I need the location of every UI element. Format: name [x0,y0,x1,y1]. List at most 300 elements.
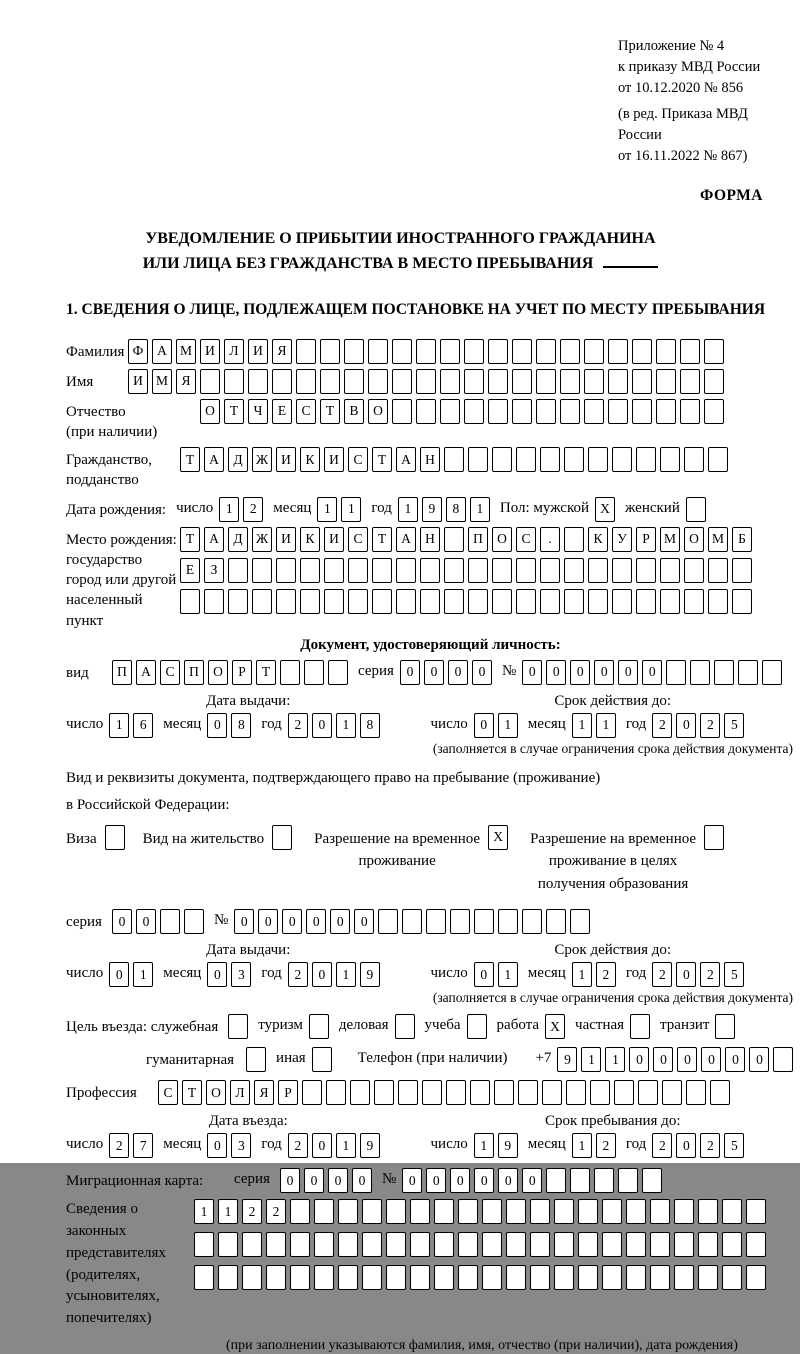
char-cell[interactable]: 1 [194,1199,214,1224]
char-cell[interactable]: 0 [653,1047,673,1072]
char-cell[interactable] [392,369,412,394]
char-cell[interactable]: К [300,527,320,552]
char-cell[interactable] [242,1232,262,1257]
char-cell[interactable] [218,1232,238,1257]
work-checkbox[interactable]: X [545,1014,565,1039]
char-cell[interactable]: 1 [317,497,337,522]
char-cell[interactable] [560,339,580,364]
char-cell[interactable]: 5 [724,713,744,738]
char-cell[interactable] [566,1080,586,1105]
char-cell[interactable] [420,589,440,614]
char-cell[interactable]: 2 [242,1199,262,1224]
char-cell[interactable] [228,589,248,614]
char-cell[interactable]: И [324,447,344,472]
char-cell[interactable]: А [136,660,156,685]
char-cell[interactable] [578,1199,598,1224]
char-cell[interactable] [686,1080,706,1105]
char-cell[interactable]: С [160,660,180,685]
char-cell[interactable]: 0 [642,660,662,685]
char-cell[interactable] [444,589,464,614]
char-cell[interactable] [252,558,272,583]
char-cell[interactable] [516,558,536,583]
char-cell[interactable]: И [276,447,296,472]
char-cell[interactable]: 0 [725,1047,745,1072]
char-cell[interactable] [338,1265,358,1290]
char-cell[interactable]: М [152,369,172,394]
char-cell[interactable] [614,1080,634,1105]
char-cell[interactable]: П [468,527,488,552]
char-cell[interactable]: П [112,660,132,685]
char-cell[interactable] [690,660,710,685]
char-cell[interactable]: 1 [474,1133,494,1158]
char-cell[interactable] [584,339,604,364]
char-cell[interactable]: И [128,369,148,394]
char-cell[interactable] [482,1199,502,1224]
transit-checkbox[interactable] [715,1014,735,1039]
char-cell[interactable]: 0 [424,660,444,685]
char-cell[interactable] [540,558,560,583]
char-cell[interactable]: 0 [304,1168,324,1193]
char-cell[interactable]: Я [272,339,292,364]
char-cell[interactable]: 0 [402,1168,422,1193]
char-cell[interactable] [488,369,508,394]
char-cell[interactable]: 0 [676,713,696,738]
char-cell[interactable]: 0 [749,1047,769,1072]
char-cell[interactable] [252,589,272,614]
char-cell[interactable] [464,369,484,394]
char-cell[interactable]: О [206,1080,226,1105]
char-cell[interactable] [612,558,632,583]
char-cell[interactable] [396,589,416,614]
char-cell[interactable] [446,1080,466,1105]
char-cell[interactable] [482,1232,502,1257]
char-cell[interactable] [636,447,656,472]
char-cell[interactable] [314,1232,334,1257]
char-cell[interactable] [602,1232,622,1257]
char-cell[interactable]: О [492,527,512,552]
char-cell[interactable]: Т [224,399,244,424]
char-cell[interactable] [458,1265,478,1290]
char-cell[interactable] [468,447,488,472]
char-cell[interactable]: 0 [474,713,494,738]
char-cell[interactable] [200,369,220,394]
char-cell[interactable]: 1 [341,497,361,522]
char-cell[interactable] [650,1199,670,1224]
char-cell[interactable]: 8 [360,713,380,738]
char-cell[interactable]: З [204,558,224,583]
char-cell[interactable] [680,339,700,364]
char-cell[interactable] [714,660,734,685]
char-cell[interactable]: 1 [572,713,592,738]
humanitarian-checkbox[interactable] [246,1047,266,1072]
char-cell[interactable] [296,339,316,364]
char-cell[interactable] [348,589,368,614]
char-cell[interactable] [570,1168,590,1193]
char-cell[interactable] [362,1265,382,1290]
char-cell[interactable]: 2 [700,962,720,987]
char-cell[interactable]: Д [228,527,248,552]
char-cell[interactable]: Е [180,558,200,583]
char-cell[interactable] [542,1080,562,1105]
char-cell[interactable]: 0 [282,909,302,934]
business-checkbox[interactable] [395,1014,415,1039]
char-cell[interactable]: 1 [605,1047,625,1072]
char-cell[interactable] [434,1199,454,1224]
char-cell[interactable]: О [200,399,220,424]
char-cell[interactable] [554,1232,574,1257]
char-cell[interactable]: Т [180,447,200,472]
char-cell[interactable] [378,909,398,934]
char-cell[interactable] [272,369,292,394]
char-cell[interactable] [464,339,484,364]
char-cell[interactable] [660,447,680,472]
char-cell[interactable]: 0 [136,909,156,934]
char-cell[interactable] [636,558,656,583]
char-cell[interactable] [402,909,422,934]
char-cell[interactable]: У [612,527,632,552]
char-cell[interactable] [426,909,446,934]
char-cell[interactable]: И [324,527,344,552]
char-cell[interactable] [732,558,752,583]
char-cell[interactable] [516,589,536,614]
char-cell[interactable] [444,558,464,583]
char-cell[interactable] [218,1265,238,1290]
char-cell[interactable] [468,558,488,583]
char-cell[interactable] [296,369,316,394]
char-cell[interactable] [608,369,628,394]
char-cell[interactable]: 0 [677,1047,697,1072]
char-cell[interactable] [290,1199,310,1224]
char-cell[interactable] [420,558,440,583]
char-cell[interactable]: 9 [422,497,442,522]
char-cell[interactable] [684,447,704,472]
char-cell[interactable] [632,399,652,424]
char-cell[interactable]: Т [320,399,340,424]
char-cell[interactable]: М [660,527,680,552]
char-cell[interactable]: Е [272,399,292,424]
char-cell[interactable]: 0 [306,909,326,934]
char-cell[interactable] [368,339,388,364]
char-cell[interactable] [710,1080,730,1105]
char-cell[interactable] [762,660,782,685]
char-cell[interactable] [464,399,484,424]
char-cell[interactable] [773,1047,793,1072]
char-cell[interactable] [492,558,512,583]
char-cell[interactable]: С [348,447,368,472]
char-cell[interactable]: 8 [231,713,251,738]
char-cell[interactable]: А [204,527,224,552]
char-cell[interactable] [554,1199,574,1224]
char-cell[interactable] [588,589,608,614]
char-cell[interactable] [338,1232,358,1257]
char-cell[interactable] [328,660,348,685]
char-cell[interactable] [374,1080,394,1105]
char-cell[interactable]: 6 [133,713,153,738]
char-cell[interactable] [498,909,518,934]
char-cell[interactable] [416,339,436,364]
char-cell[interactable]: 0 [352,1168,372,1193]
char-cell[interactable] [722,1232,742,1257]
char-cell[interactable]: 1 [218,1199,238,1224]
char-cell[interactable]: 0 [450,1168,470,1193]
char-cell[interactable] [290,1232,310,1257]
char-cell[interactable] [320,339,340,364]
char-cell[interactable]: В [344,399,364,424]
char-cell[interactable] [488,399,508,424]
tourism-checkbox[interactable] [309,1014,329,1039]
char-cell[interactable] [636,589,656,614]
char-cell[interactable]: 0 [676,962,696,987]
char-cell[interactable]: 9 [360,1133,380,1158]
char-cell[interactable] [632,339,652,364]
char-cell[interactable]: Л [224,339,244,364]
char-cell[interactable]: 2 [266,1199,286,1224]
char-cell[interactable] [642,1168,662,1193]
char-cell[interactable] [564,558,584,583]
char-cell[interactable] [300,589,320,614]
char-cell[interactable] [228,558,248,583]
char-cell[interactable] [160,909,180,934]
char-cell[interactable]: 0 [312,1133,332,1158]
char-cell[interactable] [564,447,584,472]
char-cell[interactable] [320,369,340,394]
char-cell[interactable] [506,1265,526,1290]
char-cell[interactable] [546,909,566,934]
char-cell[interactable]: О [208,660,228,685]
char-cell[interactable]: С [296,399,316,424]
visa-checkbox[interactable] [105,825,125,850]
char-cell[interactable] [578,1265,598,1290]
char-cell[interactable]: 0 [400,660,420,685]
char-cell[interactable] [674,1265,694,1290]
char-cell[interactable] [518,1080,538,1105]
char-cell[interactable] [304,660,324,685]
char-cell[interactable] [516,447,536,472]
char-cell[interactable]: Т [180,527,200,552]
char-cell[interactable] [638,1080,658,1105]
char-cell[interactable] [684,589,704,614]
official-checkbox[interactable] [228,1014,248,1039]
char-cell[interactable] [660,558,680,583]
char-cell[interactable] [314,1199,334,1224]
char-cell[interactable]: 1 [133,962,153,987]
char-cell[interactable]: Р [278,1080,298,1105]
char-cell[interactable]: 0 [676,1133,696,1158]
char-cell[interactable]: Ж [252,447,272,472]
char-cell[interactable]: Д [228,447,248,472]
char-cell[interactable] [266,1232,286,1257]
char-cell[interactable]: И [200,339,220,364]
char-cell[interactable] [590,1080,610,1105]
char-cell[interactable]: 0 [207,713,227,738]
char-cell[interactable]: 3 [231,962,251,987]
char-cell[interactable]: Т [182,1080,202,1105]
edu-permit-checkbox[interactable] [704,825,724,850]
char-cell[interactable]: 0 [207,962,227,987]
char-cell[interactable]: 0 [426,1168,446,1193]
char-cell[interactable] [440,369,460,394]
char-cell[interactable] [204,589,224,614]
char-cell[interactable]: Ч [248,399,268,424]
char-cell[interactable]: 0 [629,1047,649,1072]
char-cell[interactable] [488,339,508,364]
char-cell[interactable] [276,589,296,614]
char-cell[interactable] [698,1199,718,1224]
char-cell[interactable] [506,1199,526,1224]
char-cell[interactable] [650,1232,670,1257]
char-cell[interactable] [704,399,724,424]
char-cell[interactable] [492,589,512,614]
char-cell[interactable]: 2 [288,713,308,738]
char-cell[interactable] [290,1265,310,1290]
char-cell[interactable]: К [588,527,608,552]
other-checkbox[interactable] [312,1047,332,1072]
char-cell[interactable] [512,369,532,394]
char-cell[interactable] [608,399,628,424]
char-cell[interactable]: С [348,527,368,552]
char-cell[interactable] [440,339,460,364]
sex-male-checkbox[interactable]: X [595,497,615,522]
char-cell[interactable] [392,399,412,424]
char-cell[interactable]: Л [230,1080,250,1105]
char-cell[interactable] [386,1265,406,1290]
char-cell[interactable]: 1 [572,962,592,987]
char-cell[interactable]: М [708,527,728,552]
char-cell[interactable] [410,1265,430,1290]
char-cell[interactable]: 0 [498,1168,518,1193]
char-cell[interactable]: Т [256,660,276,685]
char-cell[interactable] [708,589,728,614]
char-cell[interactable] [492,447,512,472]
char-cell[interactable]: 9 [360,962,380,987]
char-cell[interactable]: 1 [581,1047,601,1072]
char-cell[interactable]: 0 [330,909,350,934]
char-cell[interactable] [362,1199,382,1224]
char-cell[interactable]: 1 [498,713,518,738]
char-cell[interactable]: К [300,447,320,472]
char-cell[interactable] [536,369,556,394]
char-cell[interactable]: 0 [109,962,129,987]
char-cell[interactable] [362,1232,382,1257]
char-cell[interactable] [344,339,364,364]
char-cell[interactable]: Я [254,1080,274,1105]
char-cell[interactable] [680,369,700,394]
char-cell[interactable] [440,399,460,424]
char-cell[interactable]: Ф [128,339,148,364]
char-cell[interactable] [746,1265,766,1290]
sex-female-checkbox[interactable] [686,497,706,522]
char-cell[interactable] [276,558,296,583]
char-cell[interactable] [584,369,604,394]
char-cell[interactable]: Я [176,369,196,394]
char-cell[interactable] [560,369,580,394]
char-cell[interactable] [666,660,686,685]
char-cell[interactable] [656,339,676,364]
char-cell[interactable] [368,369,388,394]
char-cell[interactable]: 2 [243,497,263,522]
char-cell[interactable] [522,909,542,934]
private-checkbox[interactable] [630,1014,650,1039]
char-cell[interactable] [410,1232,430,1257]
char-cell[interactable] [348,558,368,583]
char-cell[interactable]: 0 [234,909,254,934]
char-cell[interactable] [602,1265,622,1290]
char-cell[interactable] [224,369,244,394]
char-cell[interactable] [494,1080,514,1105]
char-cell[interactable]: Ж [252,527,272,552]
char-cell[interactable]: 2 [596,962,616,987]
char-cell[interactable] [612,589,632,614]
char-cell[interactable]: 0 [522,1168,542,1193]
char-cell[interactable] [434,1265,454,1290]
char-cell[interactable]: 2 [652,713,672,738]
char-cell[interactable]: 0 [546,660,566,685]
char-cell[interactable]: 2 [652,962,672,987]
char-cell[interactable] [662,1080,682,1105]
char-cell[interactable]: А [396,447,416,472]
char-cell[interactable]: А [204,447,224,472]
char-cell[interactable] [540,447,560,472]
char-cell[interactable]: 1 [336,962,356,987]
char-cell[interactable] [660,589,680,614]
char-cell[interactable]: 0 [618,660,638,685]
char-cell[interactable] [612,447,632,472]
char-cell[interactable] [708,447,728,472]
char-cell[interactable] [626,1265,646,1290]
char-cell[interactable]: А [152,339,172,364]
char-cell[interactable] [266,1265,286,1290]
char-cell[interactable]: 1 [470,497,490,522]
char-cell[interactable] [326,1080,346,1105]
char-cell[interactable] [704,339,724,364]
char-cell[interactable] [398,1080,418,1105]
char-cell[interactable] [314,1265,334,1290]
char-cell[interactable] [746,1199,766,1224]
char-cell[interactable]: О [684,527,704,552]
char-cell[interactable] [396,558,416,583]
char-cell[interactable] [698,1265,718,1290]
char-cell[interactable]: Т [372,447,392,472]
char-cell[interactable]: 0 [570,660,590,685]
char-cell[interactable]: 2 [652,1133,672,1158]
char-cell[interactable]: 3 [231,1133,251,1158]
temp-permit-checkbox[interactable]: X [488,825,508,850]
char-cell[interactable]: 0 [207,1133,227,1158]
char-cell[interactable] [570,909,590,934]
char-cell[interactable] [554,1265,574,1290]
char-cell[interactable]: 8 [446,497,466,522]
char-cell[interactable]: Н [420,447,440,472]
char-cell[interactable] [530,1265,550,1290]
char-cell[interactable]: 0 [312,962,332,987]
char-cell[interactable] [280,660,300,685]
char-cell[interactable]: 0 [280,1168,300,1193]
char-cell[interactable] [608,339,628,364]
char-cell[interactable] [324,589,344,614]
char-cell[interactable] [180,589,200,614]
char-cell[interactable]: 5 [724,962,744,987]
char-cell[interactable] [674,1232,694,1257]
char-cell[interactable]: 1 [572,1133,592,1158]
char-cell[interactable] [434,1232,454,1257]
char-cell[interactable] [458,1199,478,1224]
char-cell[interactable]: 0 [328,1168,348,1193]
char-cell[interactable]: 5 [724,1133,744,1158]
char-cell[interactable] [302,1080,322,1105]
char-cell[interactable] [372,589,392,614]
char-cell[interactable] [530,1199,550,1224]
char-cell[interactable] [474,909,494,934]
